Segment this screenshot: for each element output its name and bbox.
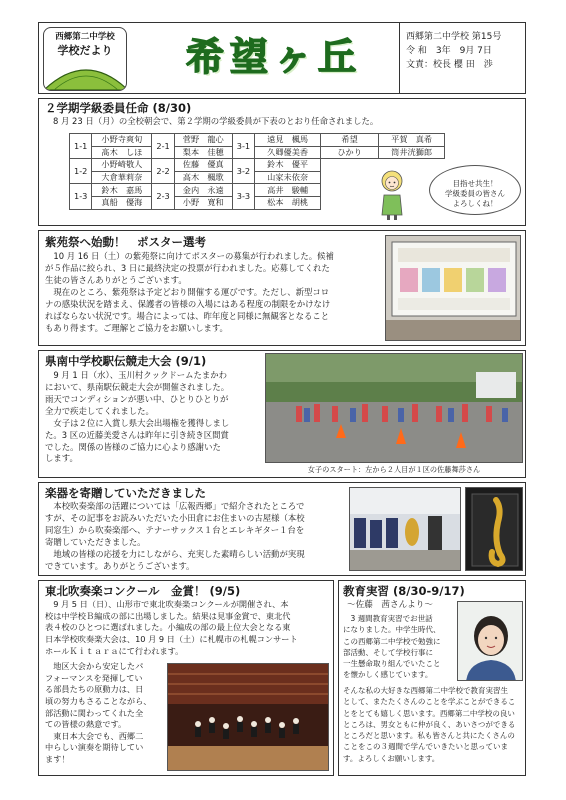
text-line: が５作品に絞られ、3 日に最終決定の投票が行われました。応募してくれた [45, 262, 330, 273]
text-line: 同窓生）から吹奏楽部へ、テナーサックス１台とエレキギター１台を [45, 524, 305, 535]
text-line: ての皆様の熱意です。 [45, 719, 127, 730]
class-cell: 3-3 [232, 184, 254, 209]
text-line: す。よろしくお願いします。 [343, 753, 440, 763]
ekiden-photo [265, 353, 523, 463]
text-line: 女子は２位に入賞し県大会出場権を獲得しまし [45, 417, 230, 428]
text-line: そんな私の大好きな西郷第二中学校で教育実習生 [343, 686, 508, 695]
text-line: になりました。中学生時代、 [343, 625, 441, 635]
committee-section [38, 98, 526, 226]
text-line: 地区大会から安定したパ [45, 661, 144, 671]
text-line: この西郷第二中学校で勉強に [343, 636, 441, 646]
text-line: において、県南駅伝競走大会が開催されました。 [45, 381, 230, 392]
instrument-section [38, 482, 526, 576]
kyoiku-body [343, 685, 525, 764]
class-cell: 2-1 [152, 134, 174, 159]
issue-date: 令 和 3年 9月 7日 [406, 45, 492, 56]
saxophone-photo [465, 487, 523, 571]
text-line: 寄贈していただきました。 [45, 536, 146, 547]
text-line: すが、その記事をお読みいただいた小田倉にお住まいの古屋様（本校 [45, 512, 305, 523]
text-line: でした。関係の皆様のご協力に心より感謝いた [45, 441, 221, 452]
text-line: とをとても嬉しく思います。西郷第二中学校の良い [343, 708, 515, 718]
name-cell: 遠見 楓馬 [255, 134, 321, 147]
brass-title: 東北吹奏楽コンクール 金賞！ (9/5) [45, 584, 241, 598]
concert-hall-image [168, 664, 329, 771]
name-cell: 小野 寛和 [174, 196, 232, 209]
portrait-image [458, 602, 523, 681]
name-cell: 梨本 佳穂 [174, 146, 232, 159]
kyoiku-section [338, 580, 526, 776]
text-line: 校は中学校Ｂ編成の部に出場しました。結果は見事金賞で、東北代 [45, 610, 291, 621]
issue-school: 西郷第二中学校 [406, 32, 470, 42]
text-line: 中らしい演奏を期待してい [45, 742, 144, 753]
text-line: ナの感染状況を踏まえ、保護者の皆様の入場にはある程度の制限をかけなけ [45, 298, 331, 309]
logo-newsletter-name: 学校だより [57, 44, 113, 57]
class-cell: 1-2 [70, 159, 92, 184]
text-line: た。3 区の近藤美愛さんは昨年に引き続き区間賞 [45, 429, 229, 440]
name-cell: 山家未依奈 [255, 171, 321, 184]
bubble-line: よろしくね！ [452, 199, 498, 209]
class-cell: ひかり [321, 146, 379, 159]
name-cell: 松本 胡桃 [255, 196, 321, 209]
name-cell: 佐藤 優真 [174, 159, 232, 172]
issue-line [406, 31, 519, 45]
name-cell: 金内 永遠 [174, 184, 232, 197]
text-line: 表４校のひとつに選ばれました。小編成の部の最上位大会となる東 [45, 622, 291, 633]
name-cell: 鈴木 嘉馬 [92, 184, 152, 197]
class-cell: 3-2 [232, 159, 254, 184]
text-line: ところだと思います。私も皆さんと共にたくさんの [343, 731, 515, 740]
class-cell: 希望 [321, 134, 379, 147]
ekiden-body [45, 370, 263, 465]
logo-school-name: 西郷第二中学校 [55, 32, 115, 42]
name-cell: 菅野 龍心 [174, 134, 232, 147]
instrument-title: 楽器を寄贈していただきました [45, 486, 206, 500]
runners-image [266, 354, 523, 463]
brass-section [38, 580, 334, 776]
text-line: ホールＫｉｔａｒａにて行われます。 [45, 645, 184, 656]
class-cell: 2-2 [152, 159, 174, 184]
text-line: を懐かしく感じています。 [343, 670, 433, 680]
saxophone-image [466, 488, 523, 571]
kyoiku-subtitle: ～佐藤 茜さんより～ [347, 600, 433, 610]
name-cell: 鈴木 優平 [255, 159, 321, 172]
text-line: 地域の皆様の応援を力にしながら、充実した素晴らしい活動が実現 [45, 548, 305, 559]
text-line: ればならない状況です。場合によっては、昨年度と同様に無観客となること [45, 310, 330, 321]
kyoiku-side-body [343, 613, 457, 681]
text-line: 一生懸命取り組んでいたこと [343, 659, 441, 668]
bubble-line: 学級委員の皆さん [445, 189, 505, 199]
issue-number: 第15号 [471, 32, 502, 42]
name-cell: 大倉華莉奈 [92, 171, 152, 184]
name-cell: 高井 駿輔 [255, 184, 321, 197]
name-cell: 平賀 真希 [379, 134, 445, 147]
bubble-line: 目指せ共生！ [452, 179, 498, 188]
table-row [70, 134, 445, 147]
text-line: 9 月 1 日（水）、玉川村クックドームたまかわ [45, 370, 227, 380]
donation-image [350, 488, 461, 571]
text-line: 3 週間教育実習でお世話 [343, 614, 433, 623]
text-line: します。 [45, 453, 78, 464]
name-cell: 髙木 しほ [92, 146, 152, 159]
ekiden-photo-caption: 女子のスタート：左から２人目が１区の佐藤舞莎さん [307, 465, 481, 474]
trainee-portrait [457, 601, 523, 681]
poster-board-photo [385, 235, 521, 341]
poster-board-image [386, 236, 521, 341]
name-cell: 久卿優美香 [255, 146, 321, 159]
text-line: 部活動に関わってくれた全 [45, 707, 144, 718]
committee-title: ２学期学級委員任命 (8/30) [45, 101, 192, 115]
ekiden-title: 県南中学校駅伝競走大会 (9/1) [45, 354, 207, 368]
shienfes-section [38, 230, 526, 346]
text-line: 部活動、そして学校行事に [343, 647, 433, 657]
shienfes-body [45, 251, 381, 334]
text-line: 9 月 5 日（日）、山形市で東北吹奏楽コンクールが開催され、本 [45, 599, 289, 609]
text-line: 東日本大会でも、西郷二 [45, 730, 144, 741]
ekiden-section [38, 350, 526, 478]
shienfes-title: 紫苑祭へ始動！ ポスター選考 [45, 235, 206, 249]
text-line: 生徒の皆さんありがとうございます。 [45, 274, 187, 285]
masthead [38, 22, 526, 94]
text-line: 頃の努力もさることながら、 [45, 695, 152, 706]
school-logo [43, 27, 127, 91]
kyoiku-title: 教育実習 (8/30-9/17) [343, 584, 465, 598]
class-cell: 1-3 [70, 184, 92, 209]
text-line: できています。ありがとうございます。 [45, 560, 195, 571]
text-line: ことをこの３週間で学んでいきたいと思っていま [343, 742, 508, 752]
donation-photo [349, 487, 461, 571]
text-line: 日本学校吹奏楽大会は、10 月 9 日（土）に札幌市の札幌コンサート [45, 633, 298, 644]
text-line: ます！ [45, 754, 70, 765]
committee-intro: 8 月 23 日（月）の全校朝会で、第２学期の学級委員が下表のとおり任命されました。 [53, 116, 379, 126]
class-cell: 2-3 [152, 184, 174, 209]
brass-body [45, 599, 331, 657]
hill-icon [44, 56, 127, 90]
text-line: フォーマンスを発揮してい [45, 672, 143, 683]
newsletter-title: 希望ヶ丘 [185, 35, 362, 79]
brass-side-body [45, 661, 163, 766]
text-line: ところは、男女ともに仲が良く、あいさつができる [343, 719, 516, 729]
text-line: として、またたくさんのことを学ぶことができるこ [343, 697, 516, 707]
name-cell: 筒井洸獅郎 [379, 146, 445, 159]
speech-bubble [429, 165, 521, 215]
mascot-illustration [377, 169, 407, 221]
concert-photo [167, 663, 329, 771]
text-line: る部員たちの原動力は、日 [45, 684, 144, 695]
name-cell: 小野崎敬人 [92, 159, 152, 172]
name-cell: 高木 楓歌 [174, 171, 232, 184]
text-line: 現在のところ、紫苑祭は予定どおり開催する運びです。ただし、新型コロ [45, 286, 330, 297]
text-line: 本校吹奏楽部の活躍については「広報西郷」で紹介されたところで [45, 501, 305, 511]
table-row [70, 146, 445, 159]
issue-author: 文責：校長 櫻 田 渉 [406, 59, 493, 70]
text-line: 全力で疾走してくれました。 [45, 405, 154, 416]
name-cell: 真船 優海 [92, 196, 152, 209]
text-line: 10 月 16 日（土）の紫苑祭に向けてポスターの募集が行われました。候補 [45, 251, 334, 261]
class-cell: 1-1 [70, 134, 92, 159]
issue-info [399, 23, 525, 93]
class-cell: 3-1 [232, 134, 254, 159]
text-line: もあり得ます。ご理解とご協力をお願いします。 [45, 322, 228, 333]
instrument-body [45, 501, 347, 573]
name-cell: 小野寺爽旬 [92, 134, 152, 147]
text-line: 雨天でコンディションが悪い中、ひとりひとりが [45, 393, 229, 404]
